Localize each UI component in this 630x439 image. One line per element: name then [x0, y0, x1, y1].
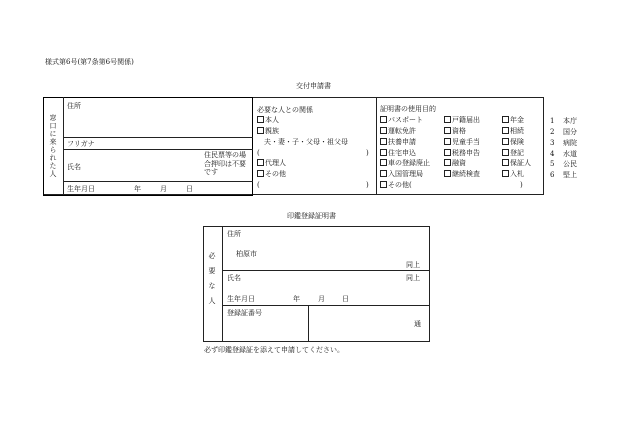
usage-guarantor-checkbox[interactable]: 保証人 — [502, 159, 531, 167]
relation-relative-checkbox[interactable]: 親族 — [257, 127, 279, 135]
seal-birth-day: 日 — [342, 295, 349, 303]
applicant-side-label: 窓口に来られた人 — [49, 114, 57, 178]
seal-birth-month: 月 — [318, 295, 325, 303]
relation-paren-close: ) — [366, 149, 369, 157]
form-number: 様式第6号(第7条第6号関係) — [45, 58, 134, 66]
relation-paren-open: ( — [257, 149, 260, 157]
usage-koseki-checkbox[interactable]: 戸籍届出 — [444, 116, 480, 124]
office-number: 1 — [550, 117, 555, 125]
seal-registration-label: 登録証番号 — [227, 309, 262, 317]
applicant-birth-label: 生年月日 — [67, 185, 95, 193]
seal-address-label: 住所 — [227, 230, 241, 238]
seal-note: 住民票等の場合押印は不要です — [204, 151, 246, 176]
seal-birth-label: 生年月日 — [227, 295, 255, 303]
usage-inheritance-checkbox[interactable]: 相続 — [502, 127, 524, 135]
relation-other-paren-open: ( — [257, 181, 260, 189]
usage-loan-checkbox[interactable]: 融資 — [444, 159, 466, 167]
seal-copies-unit: 通 — [414, 320, 421, 328]
seal-certificate-title: 印鑑登録証明書 — [287, 212, 336, 220]
usage-bid-checkbox[interactable]: 入札 — [502, 170, 524, 178]
relation-other-paren-close: ) — [366, 181, 369, 189]
office-number: 4 — [550, 150, 555, 158]
office-name: 国分 — [563, 128, 577, 136]
relation-agent-checkbox[interactable]: 代理人 — [257, 159, 286, 167]
applicant-address-label: 住所 — [67, 102, 81, 110]
office-name: 水道 — [563, 150, 577, 158]
seal-certificate-frame — [203, 226, 430, 342]
usage-inspection-checkbox[interactable]: 継続検査 — [444, 170, 480, 178]
office-name: 堅上 — [563, 171, 577, 179]
seal-birth-year: 年 — [293, 295, 300, 303]
seal-side-label: 必要な人 — [208, 252, 216, 312]
relation-self-checkbox[interactable]: 本人 — [257, 116, 279, 124]
usage-child-allowance-checkbox[interactable]: 児童手当 — [444, 138, 480, 146]
relation-other-checkbox[interactable]: その他 — [257, 170, 286, 178]
usage-qualification-checkbox[interactable]: 資格 — [444, 127, 466, 135]
usage-license-checkbox[interactable]: 運転免許 — [380, 127, 416, 135]
office-number: 3 — [550, 139, 555, 147]
seal-name-label: 氏名 — [227, 274, 241, 282]
applicant-birth-year: 年 — [134, 185, 141, 193]
usage-housing-checkbox[interactable]: 住宅申込 — [380, 149, 416, 157]
applicant-furigana-label: フリガナ — [67, 140, 95, 148]
applicant-name-label: 氏名 — [67, 163, 81, 171]
usage-tax-checkbox[interactable]: 税務申告 — [444, 149, 480, 157]
usage-dependent-checkbox[interactable]: 扶養申請 — [380, 138, 416, 146]
application-title: 交付申請書 — [296, 82, 331, 90]
relation-relative-detail: 夫・妻・子・父母・祖父母 — [264, 138, 348, 146]
usage-car-checkbox[interactable]: 車の登録廃止 — [380, 159, 430, 167]
relation-heading: 必要な人との関係 — [257, 106, 313, 114]
usage-other-paren-close: ) — [520, 181, 523, 189]
seal-city: 柏原市 — [236, 250, 257, 258]
applicant-birth-day: 日 — [186, 185, 193, 193]
seal-name-same: 同上 — [406, 274, 420, 282]
usage-passport-checkbox[interactable]: パスポート — [380, 116, 423, 124]
applicant-birth-month: 月 — [160, 185, 167, 193]
usage-pension-checkbox[interactable]: 年金 — [502, 116, 524, 124]
office-name: 病院 — [563, 139, 577, 147]
seal-address-same: 同上 — [406, 261, 420, 269]
office-number: 5 — [550, 160, 555, 168]
usage-insurance-checkbox[interactable]: 保険 — [502, 138, 524, 146]
office-number: 2 — [550, 128, 555, 136]
usage-other-checkbox[interactable]: その他( — [380, 181, 412, 189]
office-name: 公民 — [563, 160, 577, 168]
office-name: 本庁 — [563, 117, 577, 125]
usage-registration-checkbox[interactable]: 登記 — [502, 149, 524, 157]
usage-immigration-checkbox[interactable]: 入国管理局 — [380, 170, 423, 178]
footer-note: 必ず印鑑登録証を添えて申請してください。 — [204, 346, 344, 354]
office-number: 6 — [550, 171, 555, 179]
usage-heading: 証明書の使用目的 — [380, 105, 436, 113]
